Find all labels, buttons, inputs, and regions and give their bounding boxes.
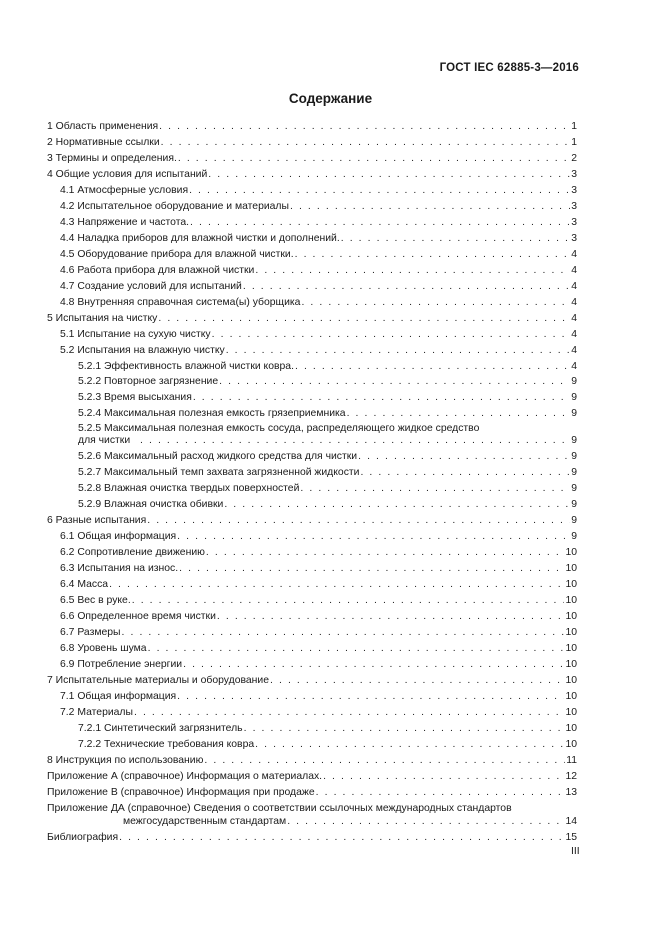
toc-entry[interactable]: [47, 479, 577, 495]
toc-entry[interactable]: [47, 341, 577, 357]
toc-entry-label: 5.2.9 Влажная очистка обивки: [78, 499, 224, 511]
toc-page-number: 9: [571, 392, 577, 404]
toc-page-number: 4: [571, 344, 577, 356]
toc-page-number: 4: [571, 296, 577, 308]
toc-leader-dots: [226, 345, 571, 357]
toc-entry[interactable]: [47, 181, 577, 197]
toc-leader-dots: [295, 361, 570, 373]
toc-page-number: 1: [571, 136, 577, 148]
toc-entry[interactable]: [47, 245, 577, 261]
toc-leader-dots: [193, 392, 570, 404]
toc-leader-dots: [212, 329, 571, 341]
toc-leader-dots: [219, 376, 570, 388]
toc-entry-continuation[interactable]: [47, 815, 577, 828]
toc-entry[interactable]: [47, 559, 577, 575]
toc-entry-label: 7.2 Материалы: [60, 706, 133, 718]
toc-entry[interactable]: [47, 687, 577, 703]
toc-leader-dots: [295, 249, 571, 261]
toc-leader-dots: [270, 675, 564, 687]
toc-leader-dots: [300, 483, 570, 495]
toc-page-number: 3: [571, 232, 577, 244]
toc-page-number: 10: [565, 706, 577, 718]
toc-page-number: 4: [571, 328, 577, 340]
toc-page-number: 2: [571, 152, 577, 164]
toc-leader-dots: [358, 451, 570, 463]
toc-entry-label: Приложение ДА (справочное) Сведения о соответствии ссылочных международных стандартов: [47, 802, 512, 814]
toc-entry-label: 6.3 Испытания на износ.: [60, 563, 179, 575]
toc-entry-label: 6 Разные испытания: [47, 515, 147, 527]
toc-page-number: 4: [571, 248, 577, 260]
toc-entry[interactable]: [47, 828, 577, 844]
toc-entry[interactable]: [47, 325, 577, 341]
toc-entry[interactable]: [47, 735, 577, 751]
toc-entry-label: 5.2 Испытания на влажную чистку: [60, 344, 225, 356]
toc-entry-label: Приложение В (справочное) Информация при продаже: [47, 786, 315, 798]
toc-leader-dots: [190, 217, 570, 229]
toc-leader-dots: [134, 707, 564, 719]
toc-page-number: 9: [571, 408, 577, 420]
toc-entry[interactable]: [47, 165, 577, 181]
toc-entry[interactable]: [47, 117, 577, 133]
toc-page-number: 12: [565, 770, 577, 782]
toc-page-number: 10: [565, 690, 577, 702]
toc-entry-label: 5.2.2 Повторное загрязнение: [78, 376, 219, 388]
toc-entry[interactable]: [47, 133, 577, 149]
toc-entry[interactable]: [47, 671, 577, 687]
toc-leader-dots: [161, 137, 571, 149]
toc-leader-dots: [178, 153, 570, 165]
toc-leader-dots: [341, 233, 571, 245]
toc-leader-dots: [109, 579, 564, 591]
toc-leader-line: [139, 435, 577, 447]
toc-entry[interactable]: [47, 575, 577, 591]
toc-leader-dots: [132, 595, 565, 607]
toc-entry-label-continuation: для чистки: [78, 435, 131, 447]
toc-page-number: 3: [571, 168, 577, 180]
toc-entry-label: 4.4 Наладка приборов для влажной чистки и дополнений.: [60, 232, 340, 244]
toc-entry-label: 5.2.1 Эффективность влажной чистки ковра.: [78, 360, 294, 372]
toc-page-number: 4: [571, 360, 577, 372]
toc-entry-label: 4.8 Внутренняя справочная система(ы) уборщика: [60, 296, 301, 308]
page-title: Содержание: [288, 91, 373, 106]
toc-entry[interactable]: [47, 719, 577, 735]
toc-leader-dots: [206, 547, 565, 559]
toc-entry-label: 5.2.8 Влажная очистка твердых поверхностей: [78, 483, 300, 495]
toc-leader-dots: [287, 816, 564, 828]
toc-page-number: 13: [565, 786, 577, 798]
toc-entry-label: 6.9 Потребление энергии: [60, 658, 183, 670]
toc-leader-dots: [177, 691, 564, 703]
page-number: III: [571, 846, 580, 857]
toc-page-number: 9: [571, 467, 577, 479]
toc-entry[interactable]: [47, 420, 577, 447]
toc-page-number: 10: [565, 643, 577, 654]
toc-leader-dots: [217, 611, 565, 623]
toc-entry-label: 5.2.3 Время высыхания: [78, 392, 192, 404]
toc-entry[interactable]: [47, 495, 577, 511]
toc-entry-label: 4.2 Испытательное оборудование и материалы: [60, 200, 289, 212]
toc-entry-label: 4.6 Работа прибора для влажной чистки: [60, 264, 255, 276]
toc-leader-dots: [177, 531, 570, 543]
toc-leader-dots: [290, 201, 570, 213]
toc-leader-dots: [183, 659, 564, 671]
toc-leader-dots: [316, 787, 565, 799]
toc-entry-label: 5 Испытания на чистку: [47, 312, 158, 324]
toc-page-number: 9: [571, 515, 577, 527]
toc-entry[interactable]: [47, 373, 577, 389]
toc-page-number: 10: [565, 738, 577, 750]
toc-page-number: 9: [571, 499, 577, 511]
toc-entry-label: 5.2.5 Максимальная полезная емкость сосуда, распределяющего жидкое средство: [78, 423, 480, 435]
toc-entry[interactable]: [47, 404, 577, 420]
toc-entry[interactable]: [47, 703, 577, 719]
document-code: ГОСТ IEC 62885-3—2016: [439, 62, 579, 74]
toc-page-number: 15: [565, 831, 577, 843]
toc-entry-label: 5.2.6 Максимальный расход жидкого средства для чистки: [78, 451, 358, 463]
toc-entry[interactable]: [47, 197, 577, 213]
toc-entry-label: Библиография: [47, 831, 119, 843]
toc-page-number: 9: [571, 376, 577, 388]
toc-entry[interactable]: [47, 751, 577, 767]
toc-page-number: 10: [565, 611, 577, 623]
toc-entry-label: 6.7 Размеры: [60, 627, 121, 639]
toc-leader-dots: [148, 643, 565, 655]
toc-page-number: 10: [565, 674, 577, 686]
toc-entry-label: 4.1 Атмосферные условия: [60, 184, 189, 196]
toc-page-number: 10: [565, 627, 577, 639]
toc-entry-label: 6.1 Общая информация: [60, 531, 177, 543]
toc-entry[interactable]: [47, 623, 577, 639]
toc-entry[interactable]: [47, 261, 577, 277]
toc-leader-dots: [224, 499, 570, 511]
toc-page-number: 10: [565, 563, 577, 575]
toc-entry-label: 7.1 Общая информация: [60, 690, 177, 702]
toc-entry-label: 7 Испытательные материалы и оборудование: [47, 674, 269, 686]
toc-entry-label: 3 Термины и определения.: [47, 152, 177, 164]
toc-entry-label: 1 Область применения: [47, 120, 159, 132]
toc-leader-dots: [347, 408, 571, 420]
toc-entry[interactable]: [47, 783, 577, 799]
toc-entry[interactable]: [47, 277, 577, 293]
toc-entry-label: 5.2.4 Максимальная полезная емкость грязеприемника: [78, 408, 346, 420]
toc-entry[interactable]: [47, 639, 577, 655]
toc-page-number: 10: [565, 579, 577, 591]
toc-entry-label: 7.2.2 Технические требования ковра: [78, 738, 255, 750]
toc-entry-label: 8 Инструкция по использованию: [47, 754, 204, 766]
toc-entry[interactable]: [47, 511, 577, 527]
toc-page-number: 10: [565, 658, 577, 670]
toc-entry-label: 5.2.7 Максимальный темп захвата загрязненной жидкости: [78, 467, 360, 479]
toc-leader-dots: [158, 313, 570, 325]
toc-entry-label: межгосударственным стандартам: [123, 815, 287, 827]
toc-leader-dots: [122, 627, 565, 639]
toc-entry-label: 6.4 Масса: [60, 579, 109, 591]
toc-page-number: 14: [565, 815, 577, 827]
toc-leader-dots: [323, 771, 564, 783]
toc-page-number: 9: [571, 435, 577, 447]
toc-page-number: 10: [565, 547, 577, 559]
toc-page-number: 10: [565, 595, 577, 607]
toc-leader-dots: [244, 723, 565, 735]
toc-page-number: 9: [571, 483, 577, 495]
toc-leader-dots: [255, 739, 564, 751]
toc-page-number: 1: [571, 120, 577, 132]
toc-entry[interactable]: [47, 309, 577, 325]
toc-entry[interactable]: [47, 799, 577, 815]
toc-entry[interactable]: [47, 463, 577, 479]
toc-entry[interactable]: [47, 357, 577, 373]
toc-page-number: 3: [571, 184, 577, 196]
toc-leader-dots: [255, 265, 570, 277]
toc-page-number: 10: [565, 722, 577, 734]
toc-leader-dots: [360, 467, 570, 479]
toc-page-number: 9: [571, 531, 577, 543]
toc-entry[interactable]: [47, 655, 577, 671]
toc-leader-dots: [119, 832, 564, 844]
toc-leader-dots: [159, 121, 570, 133]
toc-leader-dots: [243, 281, 570, 293]
toc-entry[interactable]: [47, 767, 577, 783]
toc-entry-label: 6.6 Определенное время чистки: [60, 611, 216, 623]
table-of-contents: [47, 117, 577, 844]
toc-entry[interactable]: [47, 607, 577, 623]
toc-leader-dots: [140, 435, 570, 447]
toc-leader-dots: [179, 563, 564, 575]
toc-leader-dots: [204, 755, 565, 767]
toc-leader-dots: [208, 169, 570, 181]
toc-entry[interactable]: [47, 293, 577, 309]
toc-leader-dots: [301, 297, 570, 309]
toc-entry-label: 7.2.1 Синтетический загрязнитель: [78, 722, 243, 734]
toc-entry-label: 6.8 Уровень шума: [60, 643, 147, 654]
toc-page-number: 11: [566, 754, 577, 766]
toc-entry-label: 4 Общие условия для испытаний: [47, 168, 208, 180]
toc-entry[interactable]: [47, 149, 577, 165]
toc-entry-label: 5.1 Испытание на сухую чистку: [60, 328, 211, 340]
toc-entry-label: 4.5 Оборудование прибора для влажной чистки.: [60, 248, 294, 260]
toc-entry[interactable]: [47, 229, 577, 245]
toc-entry[interactable]: [47, 388, 577, 404]
toc-entry-label: 2 Нормативные ссылки: [47, 136, 160, 148]
toc-entry-label: Приложение А (справочное) Информация о материалах.: [47, 770, 323, 782]
toc-page-number: 3: [571, 200, 577, 212]
toc-entry-label: 4.3 Напряжение и частота.: [60, 216, 190, 228]
toc-page-number: 9: [571, 451, 577, 463]
toc-entry[interactable]: [47, 447, 577, 463]
toc-entry[interactable]: [47, 527, 577, 543]
toc-entry[interactable]: [47, 591, 577, 607]
toc-page-number: 4: [571, 312, 577, 324]
toc-entry[interactable]: [47, 213, 577, 229]
toc-entry-label: 6.5 Вес в руке.: [60, 595, 131, 607]
toc-entry-label: 6.2 Сопротивление движению: [60, 547, 205, 559]
toc-page-number: 4: [571, 280, 577, 292]
toc-leader-dots: [189, 185, 570, 197]
toc-entry[interactable]: [47, 543, 577, 559]
toc-page-number: 3: [571, 216, 577, 228]
toc-leader-dots: [147, 515, 570, 527]
toc-page-number: 4: [571, 264, 577, 276]
toc-entry-label: 4.7 Создание условий для испытаний: [60, 280, 242, 292]
